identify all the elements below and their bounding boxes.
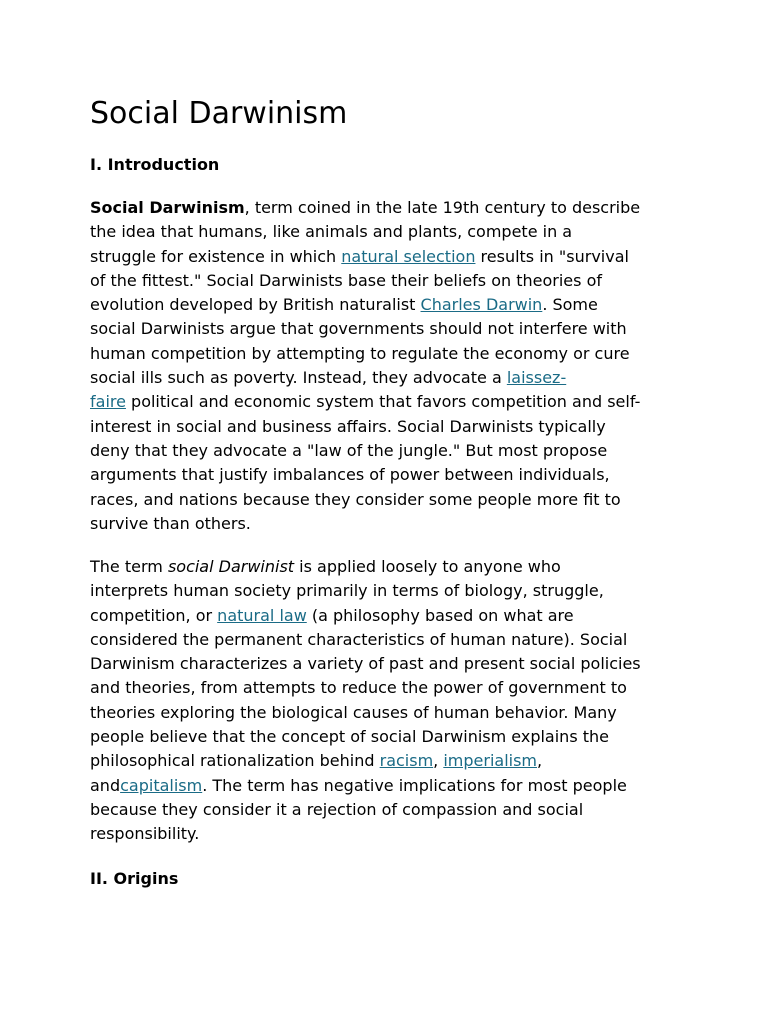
text-line: [90, 245, 682, 269]
text-line: human competition by attempting to regulate the economy or cure: [90, 343, 630, 363]
text-line: [90, 196, 682, 220]
text-line: responsibility.: [90, 824, 200, 844]
text-span: ,: [433, 751, 444, 771]
text-line: of the fittest." Social Darwinists base their beliefs on theories of: [90, 270, 602, 290]
text-line: because they consider it a rejection of compassion and social: [90, 799, 584, 819]
link-charles-darwin[interactable]: Charles Darwin: [420, 295, 543, 315]
text-line: survive than others.: [90, 513, 251, 533]
link-capitalism[interactable]: capitalism: [120, 775, 203, 795]
text-span: . The term has negative implications for most people: [202, 775, 627, 795]
link-laissez-faire-part1[interactable]: laissez-: [506, 368, 567, 388]
text-span: and: [90, 775, 121, 795]
text-line: arguments that justify imbalances of power between individuals,: [90, 465, 610, 485]
bold-term: Social Darwinism: [90, 198, 245, 217]
link-laissez-faire-part2[interactable]: faire: [90, 392, 126, 412]
text-span: social ills such as poverty. Instead, they advocate a: [90, 368, 507, 388]
text-line: deny that they advocate a "law of the jungle." But most propose: [90, 440, 608, 460]
text-span: is applied loosely to anyone who: [294, 557, 561, 576]
italic-term: social Darwinist: [167, 557, 295, 576]
text-line: interest in social and business affairs. Social Darwinists typically: [90, 416, 606, 436]
text-line: [90, 555, 682, 579]
text-line: [90, 390, 682, 414]
link-racism[interactable]: racism: [379, 751, 434, 771]
text-span: evolution developed by British naturalist: [90, 295, 421, 315]
text-span: (a philosophy based on what are: [306, 605, 574, 625]
text-line: theories exploring the biological causes of human behavior. Many: [90, 702, 617, 722]
text-line: [90, 749, 682, 773]
text-line: social Darwinists argue that governments should not interfere with: [90, 319, 627, 339]
text-span: competition, or: [90, 605, 218, 625]
text-span: , term coined in the late 19th century to describe: [244, 198, 641, 217]
section-heading-introduction: I. Introduction: [90, 155, 220, 174]
page-title: Social Darwinism: [90, 96, 348, 131]
text-span: philosophical rationalization behind: [90, 751, 380, 771]
text-line: [90, 604, 682, 628]
text-span: results in "survival: [475, 246, 629, 266]
paragraph-term-usage: [90, 555, 682, 847]
text-line: the idea that humans, like animals and plants, compete in a: [90, 222, 573, 242]
text-line: interprets human society primarily in terms of biology, struggle,: [90, 581, 604, 601]
section-heading-origins: II. Origins: [90, 869, 179, 888]
text-line: considered the permanent characteristics of human nature). Social: [90, 629, 628, 649]
link-imperialism[interactable]: imperialism: [443, 751, 537, 771]
link-natural-selection[interactable]: natural selection: [341, 246, 476, 266]
text-line: Darwinism characterizes a variety of past and present social policies: [90, 654, 641, 674]
text-line: [90, 293, 682, 317]
text-span: political and economic system that favors competition and self-: [125, 392, 641, 412]
text-line: and theories, from attempts to reduce the power of government to: [90, 678, 627, 698]
text-line: [90, 366, 682, 390]
text-span: The term: [90, 557, 168, 576]
paragraph-introduction: [90, 196, 682, 536]
text-line: [90, 774, 682, 798]
text-span: ,: [537, 751, 543, 771]
text-line: races, and nations because they consider some people more fit to: [90, 489, 621, 509]
link-natural-law[interactable]: natural law: [217, 605, 307, 625]
text-span: struggle for existence in which: [90, 246, 342, 266]
text-span: . Some: [542, 295, 598, 315]
text-line: people believe that the concept of social Darwinism explains the: [90, 727, 609, 747]
